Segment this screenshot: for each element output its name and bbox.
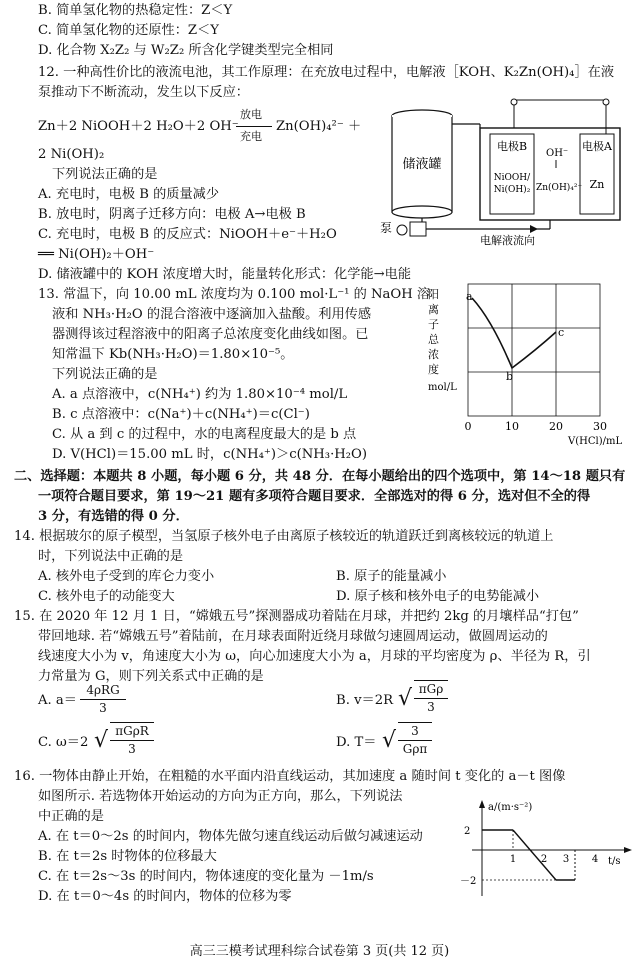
q13-stem: 下列说法正确的是 bbox=[52, 367, 158, 382]
section2-line2: 一项符合题目要求，第 19～21 题有多项符合题目要求．全部选对的得 6 分，选对但不全的得 bbox=[38, 489, 591, 504]
q13-point-a: a bbox=[466, 290, 473, 303]
q13-concentration-graph bbox=[428, 280, 634, 448]
q16-option-c: C. 在 t＝2s～3s 的时间内，物体速度的变化量为 －1m/s bbox=[38, 869, 374, 884]
q15-option-b-prefix: B. v＝2R bbox=[336, 693, 394, 708]
q16-line1: 16. 一物体由静止开始，在粗糙的水平面内沿直线运动，其加速度 a 随时间 t 变化的 a－t 图像 bbox=[14, 769, 566, 784]
q13-ylabel-0: 阳 bbox=[428, 288, 439, 301]
q15-line2: 带回地球. 若“嫦娥五号”着陆前，在月球表面附近绕月球做匀速圆周运动，做圆周运动的 bbox=[38, 629, 548, 644]
q16-ytick-neg: －2 bbox=[460, 876, 477, 887]
q13-ylabel-4: 浓 bbox=[428, 348, 439, 361]
q13-option-b: B. c 点溶液中：c(Na⁺)＋c(NH₄⁺)＝c(Cl⁻) bbox=[52, 407, 310, 422]
q15-d-den: Gρπ bbox=[402, 742, 428, 756]
q12-line2: 泵推动下不断流动，发生以下反应： bbox=[38, 85, 249, 100]
q16-line3: 中正确的是 bbox=[38, 809, 104, 824]
q15-option-a-prefix: A. a＝ bbox=[38, 693, 77, 708]
q12-option-d: D. 储液罐中的 KOH 浓度增大时，能量转化形式：化学能→电能 bbox=[38, 267, 412, 282]
q12-eq-arrow-line bbox=[236, 126, 272, 127]
q13-xlabel: V(HCl)/mL bbox=[568, 436, 623, 447]
page-footer: 高三三模考试理科综合试卷第 3 页(共 12 页) bbox=[189, 944, 450, 959]
q16-acceleration-graph bbox=[458, 800, 634, 900]
q16-ytick-pos: 2 bbox=[464, 826, 471, 837]
q16-xlabel: t/s bbox=[608, 856, 621, 867]
zn-label: Zn bbox=[589, 178, 605, 191]
section2-line3: 3 分，有选错的得 0 分． bbox=[38, 509, 189, 524]
q12-option-c-cont: ══ Ni(OH)₂＋OH⁻ bbox=[38, 247, 155, 262]
electrode-b-material-2: Ni(OH)₂ bbox=[493, 185, 531, 195]
q14-line1: 14. 根据玻尔的原子模型，当氢原子核外电子由离原子核较近的轨道跃迁到离核较远的轨道上 bbox=[14, 529, 554, 544]
q13-tick-30: 30 bbox=[593, 420, 607, 433]
q14-option-c: C. 核外电子的动能变大 bbox=[38, 589, 175, 604]
q11-option-d: D. 化合物 X₂Z₂ 与 W₂Z₂ 所含化学键类型完全相同 bbox=[38, 43, 334, 58]
q15-a-den: 3 bbox=[99, 701, 107, 715]
q16-line2: 如图所示. 若选物体开始运动的方向为正方向，那么，下列说法 bbox=[38, 789, 403, 804]
q15-line1: 15. 在 2020 年 12 月 1 日，“嫦娥五号”探测器成功着陆在月球，并把约 2kg 的月壤样品“打包” bbox=[14, 609, 579, 624]
pump-label: 泵 bbox=[380, 221, 393, 235]
q12-option-a: A. 充电时，电极 B 的质量减少 bbox=[38, 187, 220, 202]
q13-point-c: c bbox=[558, 326, 565, 339]
q13-tick-0: 0 bbox=[464, 420, 472, 433]
q15-line4: 力常量为 G，则下列关系式中正确的是 bbox=[38, 669, 264, 684]
section2-line1: 二、选择题：本题共 8 小题，每小题 6 分，共 48 分．在每小题给出的四个选项中，第 14～18 题只有 bbox=[14, 469, 626, 484]
q12-eq-charge: 充电 bbox=[240, 130, 262, 143]
electrode-b-label: 电极B bbox=[496, 140, 528, 153]
electrode-b-material-1: NiOOH/ bbox=[493, 173, 531, 183]
q13-yunit: mol/L bbox=[428, 382, 457, 393]
q16-ylabel: a/(m·s⁻²) bbox=[488, 802, 533, 813]
q12-equation-right: Zn(OH)₄²⁻ ＋ bbox=[276, 119, 362, 134]
q14-line2: 时，下列说法中正确的是 bbox=[38, 549, 184, 564]
q12-equation-left: Zn＋2 NiOOH＋2 H₂O＋2 OH⁻ bbox=[38, 119, 239, 134]
q11-option-c: C. 简单氢化物的还原性：Z＜Y bbox=[38, 23, 219, 38]
q12-eq-discharge: 放电 bbox=[240, 108, 262, 121]
q13-option-d: D. V(HCl)＝15.00 mL 时，c(NH₄⁺)＞c(NH₃·H₂O) bbox=[52, 447, 368, 462]
q13-option-c: C. 从 a 到 c 的过程中，水的电离程度最大的是 b 点 bbox=[52, 427, 357, 442]
q16-tick-3: 3 bbox=[562, 854, 570, 865]
q15-b-den: 3 bbox=[427, 700, 435, 714]
q14-option-a: A. 核外电子受到的库仑力变小 bbox=[38, 569, 215, 584]
znoh-ion-label: Zn(OH)₄²⁻ bbox=[536, 183, 583, 193]
q13-ylabel-5: 度 bbox=[428, 363, 439, 376]
q13-ylabel-3: 总 bbox=[428, 333, 439, 346]
q12-equation-products: 2 Ni(OH)₂ bbox=[38, 147, 105, 162]
q15-c-den: 3 bbox=[128, 742, 136, 756]
q14-option-b: B. 原子的能量减小 bbox=[336, 569, 447, 584]
q13-ylabel-1: 离 bbox=[428, 303, 439, 316]
q13-tick-20: 20 bbox=[549, 420, 563, 433]
q13-point-b: b bbox=[506, 370, 514, 383]
q15-line3: 线速度大小为 v，角速度大小为 ω，向心加速度大小为 a，月球的平均密度为 ρ、半径为 R，引 bbox=[38, 649, 591, 664]
q15-option-c-prefix: C. ω＝2 bbox=[38, 735, 89, 750]
oh-ion-label: OH⁻ bbox=[546, 148, 569, 159]
q12-option-c: C. 充电时，电极 B 的反应式：NiOOH＋e⁻＋H₂O bbox=[38, 227, 337, 242]
electrode-a-label: 电极A bbox=[582, 140, 612, 153]
q11-option-b: B. 简单氢化物的热稳定性：Z＜Y bbox=[38, 3, 233, 18]
q16-tick-4: 4 bbox=[591, 854, 599, 865]
q12-option-b: B. 放电时，阴离子迁移方向：电极 A→电极 B bbox=[38, 207, 306, 222]
q15-option-d-fraction: √ 3 Gρπ bbox=[382, 722, 432, 758]
q15-option-b-fraction: √ πGρ 3 bbox=[398, 680, 448, 716]
q13-line4: 知常温下 Kb(NH₃·H₂O)＝1.80×10⁻⁵。 bbox=[52, 347, 294, 362]
q13-line3: 器测得该过程溶液中的阳离子总浓度变化曲线如图。已 bbox=[52, 327, 369, 342]
q15-c-num: πGρR bbox=[110, 723, 154, 741]
q15-a-num: 4ρRG bbox=[80, 682, 126, 700]
q16-option-a: A. 在 t＝0～2s 的时间内，物体先做匀速直线运动后做匀减速运动 bbox=[38, 829, 423, 844]
tank-label: 储液罐 bbox=[402, 157, 442, 172]
q13-tick-10: 10 bbox=[505, 420, 519, 433]
q15-option-c-fraction: √ πGρR 3 bbox=[94, 722, 154, 758]
q16-tick-2: 2 bbox=[540, 854, 548, 865]
flow-label: 电解液流向 bbox=[480, 234, 535, 247]
q15-b-num: πGρ bbox=[414, 681, 448, 699]
q16-tick-1: 1 bbox=[509, 854, 517, 865]
q15-option-a-fraction bbox=[80, 682, 126, 717]
q13-line1: 13. 常温下，向 10.00 mL 浓度均为 0.100 mol·L⁻¹ 的 NaOH 溶 bbox=[38, 287, 431, 302]
q13-option-a: A. a 点溶液中，c(NH₄⁺) 约为 1.80×10⁻⁴ mol/L bbox=[52, 387, 348, 402]
q16-option-d: D. 在 t＝0～4s 的时间内，物体的位移为零 bbox=[38, 889, 292, 904]
q12-stem: 下列说法正确的是 bbox=[52, 167, 158, 182]
q14-option-d: D. 原子核和核外电子的电势能减小 bbox=[336, 589, 540, 604]
q15-d-num: 3 bbox=[398, 723, 432, 741]
q13-line2: 液和 NH₃·H₂O 的混合溶液中逐滴加入盐酸。利用传感 bbox=[52, 307, 372, 322]
q12-battery-diagram bbox=[380, 98, 632, 248]
q13-ylabel-2: 子 bbox=[428, 318, 439, 331]
q15-option-d-prefix: D. T＝ bbox=[336, 735, 377, 750]
q12-line1: 12. 一种高性价比的液流电池，其工作原理：在充放电过程中，电解液［KOH、K₂Zn(OH)₄］在液 bbox=[38, 65, 615, 80]
q16-option-b: B. 在 t＝2s 时物体的位移最大 bbox=[38, 849, 217, 864]
